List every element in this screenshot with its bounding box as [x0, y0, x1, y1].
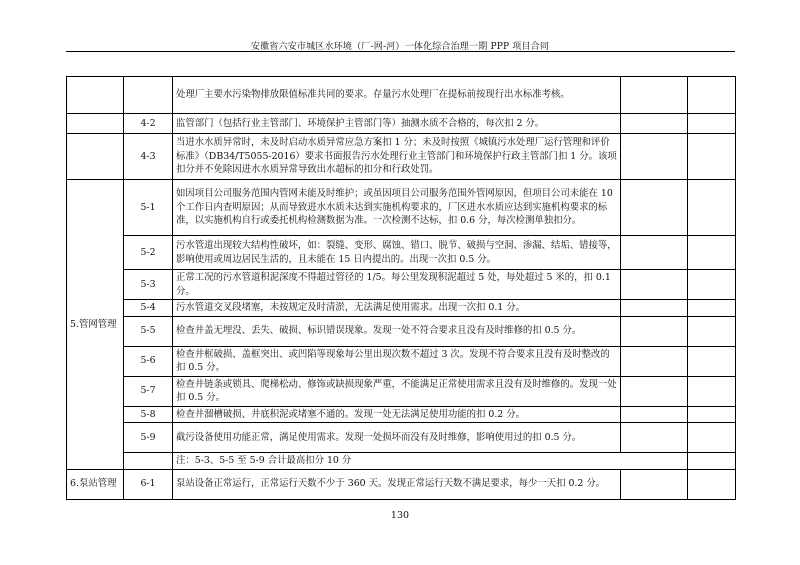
score-cell: [621, 423, 688, 453]
table-row: [67, 469, 736, 499]
remark-cell: [688, 77, 736, 114]
remark-cell: [688, 469, 736, 499]
table-row: [67, 236, 736, 270]
remark-cell: [688, 236, 736, 270]
table-row: [67, 270, 736, 300]
item-description: 泵站设备正常运行，正常运行天数不少于 360 天。发现正常运行天数不满足要求，每少一天扣 0.2 分。: [173, 469, 621, 499]
score-cell: [621, 236, 688, 270]
item-description: 检查井溜槽破损、井底积泥或堵塞不通的。发现一处无法满足使用功能的扣 0.2 分。: [173, 406, 621, 423]
score-cell: [621, 180, 688, 236]
category-pipe-network: 5.管网管理: [67, 180, 124, 470]
remark-cell: [688, 376, 736, 406]
remark-cell: [688, 316, 736, 346]
item-description: 检查井盖无埋没、丢失、破损、标识错误现象。发现一处不符合要求且没有及时维修的扣 0.5 分。: [173, 316, 621, 346]
table-row: [67, 134, 736, 180]
document-header-title: 安徽省六安市城区水环境（厂-网-河）一体化综合治理一期 PPP 项目合同: [250, 42, 550, 52]
table-note-row: [67, 453, 736, 470]
item-number: 5-6: [124, 346, 173, 376]
table-row: [67, 180, 736, 236]
table-row: [67, 77, 736, 114]
category-pump-station: 6.泵站管理: [67, 469, 124, 499]
category-cell: [67, 134, 124, 180]
item-number: 4-2: [124, 114, 173, 134]
table-row: [67, 376, 736, 406]
item-number: 5-1: [124, 180, 173, 236]
item-description: 监管部门（包括行业主管部门、环境保护主管部门等）抽测水质不合格的，每次扣 2 分。: [173, 114, 621, 134]
remark-cell: [688, 270, 736, 300]
table-row: [67, 316, 736, 346]
item-description: 检查井框破损、盖框突出、或凹陷等现象每公里出现次数不超过 3 次。发现不符合要求且没有及时整改的扣 0.5 分。: [173, 346, 621, 376]
score-cell: [621, 77, 688, 114]
header-divider: [66, 51, 735, 52]
category-cell: [67, 114, 124, 134]
remark-cell: [688, 300, 736, 317]
score-cell: [621, 469, 688, 499]
item-number: 5-4: [124, 300, 173, 317]
remark-cell: [688, 114, 736, 134]
item-description: 截污设备使用功能正常，满足使用需求。发现一处损坏而没有及时维修，影响使用过的扣 0.5 分。: [173, 423, 621, 453]
score-cell: [621, 300, 688, 317]
item-number: 5-7: [124, 376, 173, 406]
score-cell: [621, 376, 688, 406]
remark-cell: [688, 134, 736, 180]
table-row: [67, 406, 736, 423]
item-number: 5-8: [124, 406, 173, 423]
item-description: 正常工况的污水管道积泥深度不得超过管径的 1/5。每公里发现积泥超过 5 处，每处超过 5 米的，扣 0.1 分。: [173, 270, 621, 300]
table-row: [67, 300, 736, 317]
table-row: [67, 114, 736, 134]
score-cell: [621, 316, 688, 346]
category-cell: [67, 77, 124, 114]
score-cell: [621, 346, 688, 376]
item-number: 4-3: [124, 134, 173, 180]
item-description: 污水管道出现较大结构性破坏，如：裂缝、变形、腐蚀、错口、脱节、破损与空洞、渗漏、结垢、错接等，影响使用或周边居民生活的，且未能在 15 日内提出的。出现一次扣 0.5 分。: [173, 236, 621, 270]
remark-cell: [688, 346, 736, 376]
table-row: [67, 346, 736, 376]
table-row: [67, 423, 736, 453]
remark-cell: [688, 423, 736, 453]
score-cell: [688, 453, 736, 470]
assessment-table: [66, 76, 736, 500]
score-cell: [621, 270, 688, 300]
score-cell: [621, 134, 688, 180]
remark-cell: [688, 406, 736, 423]
item-description: 如因项目公司服务范围内管网未能及时维护；或虽因项目公司服务范围外管网原因，但项目公司未能在 10 个工作日内查明原因；从而导致进水水质未达到实施机构要求的，厂区进水水质应达到实施机构要求的标准，以实施机构自行或委托机构检测数据为准。一次检测不达标，扣 0.6 分，每次检测单独扣分。: [173, 180, 621, 236]
page-number: 130: [390, 510, 410, 521]
item-number: 5-5: [124, 316, 173, 346]
score-cell: [621, 406, 688, 423]
item-number: [124, 77, 173, 114]
item-description: 污水管道交叉段堵塞，未按规定及时清淤，无法满足使用需求。出现一次扣 0.1 分。: [173, 300, 621, 317]
item-number: 5-2: [124, 236, 173, 270]
item-description: 当进水水质异常时，未及时启动水质异常应急方案扣 1 分；未及时按照《城镇污水处理厂运行管理和评价标准》（DB34/T5055-2016）要求书面报告污水处理行业主管部门和环境保护行政主管部门扣 1 分。该项扣分并不免除因进水水质异常导致出水超标的扣分和行政处罚。: [173, 134, 621, 180]
remark-cell: [688, 180, 736, 236]
item-number: 5-3: [124, 270, 173, 300]
category-cell: [124, 453, 173, 470]
score-cell: [621, 114, 688, 134]
item-number: 6-1: [124, 469, 173, 499]
item-description: 处理厂主要水污染物排放限值标准共同的要求。存量污水处理厂在提标前按现行出水标准考核。: [173, 77, 621, 114]
item-description: 检查井链条或锁具、爬梯松动、修饰或缺损现象严重，不能满足正常使用需求且没有及时维修的。发现一处扣 0.5 分。: [173, 376, 621, 406]
table-note: 注：5-3、5-5 至 5-9 合计最高扣分 10 分: [173, 453, 688, 470]
item-number: 5-9: [124, 423, 173, 453]
